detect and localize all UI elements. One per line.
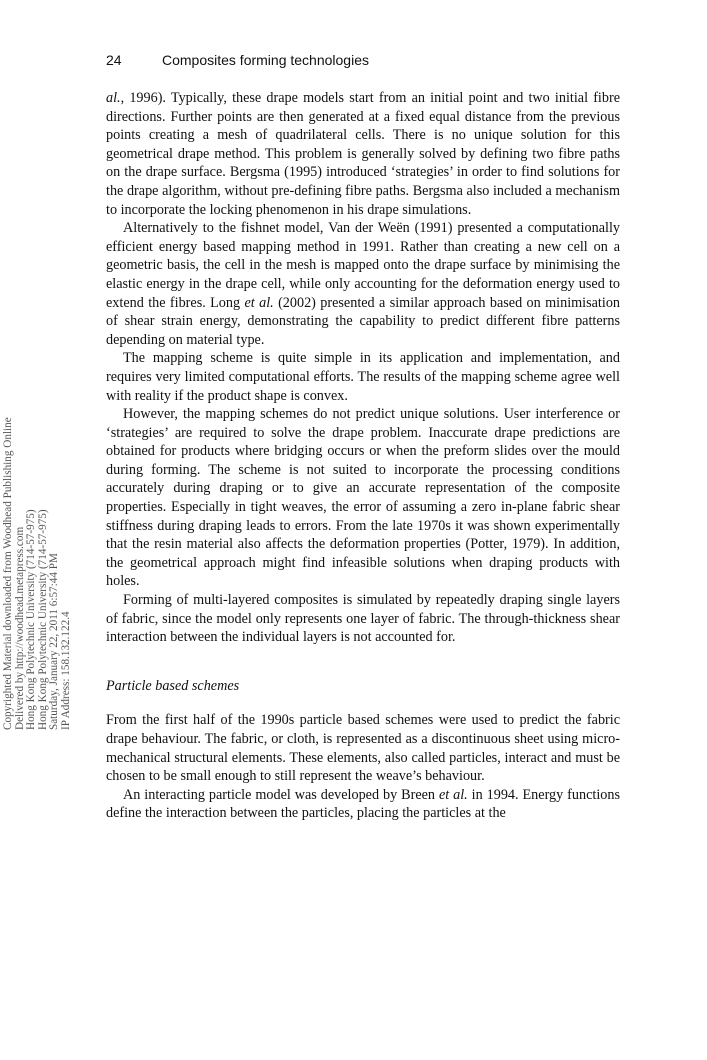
watermark-line: Saturday, January 22, 2011 6:57:44 PM (48, 553, 61, 730)
paragraph: However, the mapping schemes do not predict unique solutions. User interference or ‘strategies’ are required to solve the drape problem. Inaccurate drape predictions are obtained for products where bridging occurs or when the preform slides over the mould during forming. The scheme is not suited to incorporate the processing conditions accurately during draping or to give an accurate representation of the composite properties. Especially in tight weaves, the error of assuming a zero in-plane fabric shear stiffness during draping leads to errors. From the late 1970s it was shown experimentally that the resin material also affects the deformation properties (Potter, 1979). In addition, the geometrical approach might find infeasible solutions when draping products with holes. (106, 406, 620, 590)
paragraph: From the first half of the 1990s particle based schemes were used to predict the fabric drape behaviour. The fabric, or cloth, is represented as a discontinuous sheet using micro-mechanical structural elements. These elements, also called particles, interact and must be chosen to be small enough to still represent the weave’s behaviour. (106, 712, 620, 785)
watermark-line: Hong Kong Polytechnic University (714-57-975) (36, 509, 49, 730)
citation-italic: et al. (244, 294, 274, 311)
running-header (106, 52, 369, 68)
watermark-line: Copyrighted Material downloaded from Woodhead Publishing Online (2, 417, 14, 730)
running-title: Composites forming technologies (162, 52, 369, 68)
watermark-line: Delivered by http://woodhead.metapress.com (13, 526, 26, 730)
paragraph: al., 1996). Typically, these drape models start from an initial point and two initial fibre directions. Further points are then generated at a fixed equal distance from the previous points creating a mesh of quadrilateral cells. There is no unique solution for this geometrical drape method. This problem is generally solved by defining two fibre paths on the drape surface. Bergsma (1995) introduced ‘strategies’ in order to find solutions for the drape algorithm, without pre-defining fibre paths. Bergsma also included a mechanism to incorporate the locking phenomenon in his drape simulations. (106, 90, 620, 218)
paragraph: An interacting particle model was developed by Breen et al. in 1994. Energy functions define the interaction between the particles, placing the particles at the (106, 786, 620, 822)
watermark-line: IP Address: 158.132.122.4 (59, 611, 72, 730)
page-number: 24 (106, 52, 122, 68)
body-text (106, 89, 620, 823)
paragraph: Alternatively to the fishnet model, Van der Weën (1991) presented a computationally efficient energy based mapping method in 1991. Rather than creating a new cell on a geometric basis, the cell in the mesh is mapped onto the drape surface by minimising the elastic energy in the drape cell, while only accounting for the deformation energy used to extend the fibres. Long et al. (2002) presented a similar approach based on minimisation of shear strain energy, demonstrating the capability to predict different fibre patterns depending on material type. (106, 220, 621, 348)
paragraph: The mapping scheme is quite simple in its application and implementation, and requires very limited computational efforts. The results of the mapping scheme agree well with reality if the product shape is convex. (106, 350, 620, 404)
citation-italic: al. (106, 90, 121, 106)
copyright-watermark (3, 330, 73, 730)
paragraph: Forming of multi-layered composites is simulated by repeatedly draping single layers of fabric, since the model only represents one layer of fabric. The through-thickness shear interaction between the individual layers is not accounted for. (106, 592, 620, 646)
watermark-line: Hong Kong Polytechnic University (714-57-975) (25, 509, 38, 730)
citation-italic: et al. (438, 786, 468, 803)
section-heading: Particle based schemes (106, 677, 240, 694)
